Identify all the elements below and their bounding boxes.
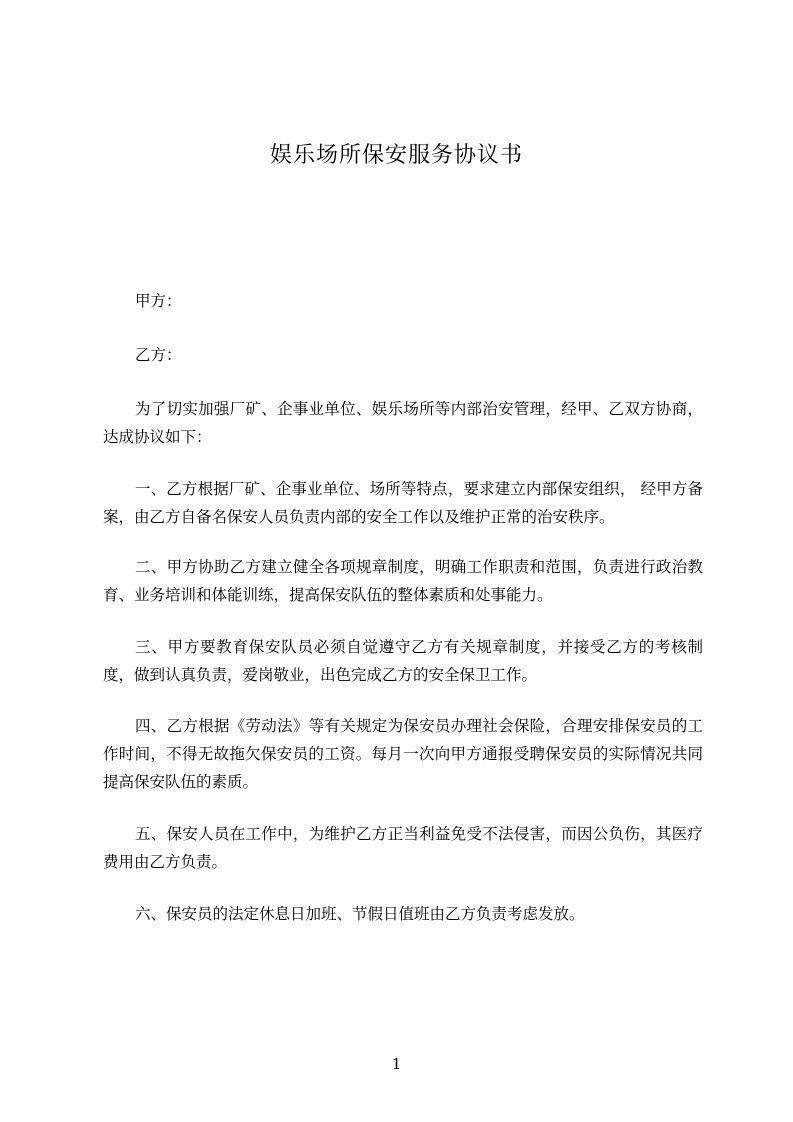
page-number: 1 (391, 1055, 402, 1073)
intro-paragraph: 为了切实加强厂矿、企事业单位、娱乐场所等内部治安管理，经甲、乙双方协商，达成协议如下： (103, 400, 703, 446)
clause-1: 一、乙方根据厂矿、企事业单位、场所等特点，要求建立内部保安组织， 经甲方备案，由乙方自备名保安人员负责内部的安全工作以及维护正常的治安秩序。 (103, 480, 703, 526)
clause-2: 二、甲方协助乙方建立健全各项规章制度，明确工作职责和范围，负责进行政治教育、业务培训和体能训练，提高保安队伍的整体素质和处事能力。 (103, 558, 703, 604)
clause-6: 六、保安员的法定休息日加班、节假日值班由乙方负责考虑发放。 (135, 905, 585, 923)
clause-3: 三、甲方要教育保安队员必须自觉遵守乙方有关规章制度，并接受乙方的考核制度，做到认真负责，爱岗敬业，出色完成乙方的安全保卫工作。 (103, 638, 703, 684)
clause-4: 四、乙方根据《劳动法》等有关规定为保安员办理社会保险，合理安排保安员的工作时间，不得无故拖欠保安员的工资。每月一次向甲方通报受聘保安员的实际情况共同提高保安队伍的素质。 (103, 717, 703, 791)
party-b-label: 乙方： (135, 346, 182, 364)
party-a-label: 甲方： (135, 292, 182, 310)
clause-5: 五、保安人员在工作中，为维护乙方正当利益免受不法侵害，而因公负伤，其医疗费用由乙方负责。 (103, 825, 703, 871)
document-title: 娱乐场所保安服务协议书 (269, 143, 523, 168)
